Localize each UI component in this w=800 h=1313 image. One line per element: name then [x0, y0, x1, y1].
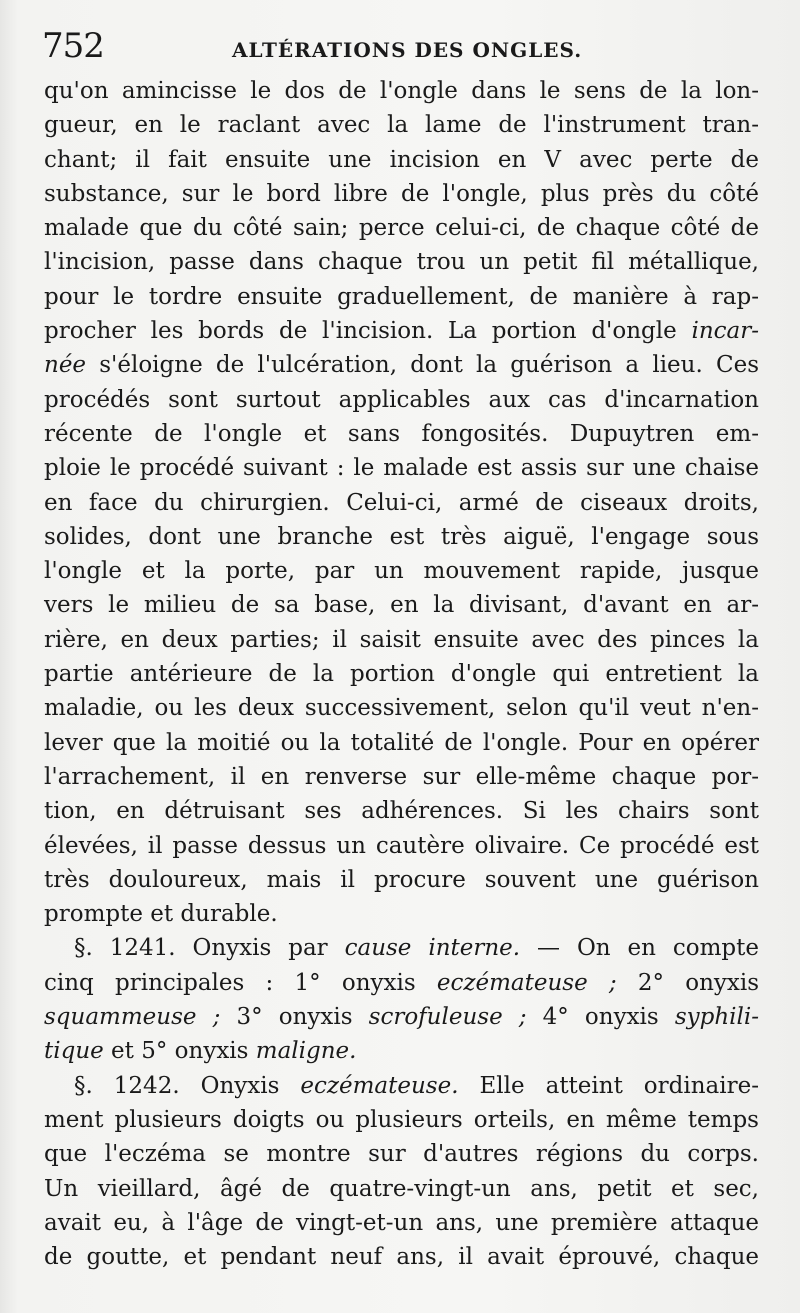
text-segment: partie antérieure de la portion d'ongle qui entretient la: [44, 661, 759, 688]
body-text: [44, 74, 759, 1274]
text-segment: cinq principales : 1° onyxis: [44, 969, 437, 996]
text-line: [44, 1206, 759, 1240]
text-segment: qu'on amincisse le dos de l'ongle dans le sens de la lon-: [44, 78, 759, 104]
text-line: [44, 108, 759, 142]
text-segment: Elle atteint ordinaire-: [458, 1072, 759, 1099]
text-segment: de goutte, et pendant neuf ans, il avait éprouvé, chaque: [44, 1244, 759, 1271]
text-line: [44, 760, 759, 794]
italic-text: eczémateuse.: [300, 1072, 459, 1099]
text-line: [44, 588, 759, 622]
text-segment: vers le milieu de sa base, en la divisant, d'avant en ar-: [44, 592, 759, 619]
text-line: [44, 726, 759, 760]
text-line: [44, 143, 759, 177]
text-line: [44, 520, 759, 554]
text-segment: §. 1241. Onyxis par: [74, 935, 345, 962]
text-line: [44, 931, 759, 965]
text-segment: substance, sur le bord libre de l'ongle, plus près du côté: [44, 180, 759, 207]
text-segment: 4° onyxis: [526, 1004, 675, 1031]
text-line: [44, 280, 759, 314]
text-line: [44, 417, 759, 451]
text-line: [44, 829, 759, 863]
italic-text: eczémateuse ;: [436, 969, 617, 996]
running-head: ALTÉRATIONS DES ONGLES.: [232, 38, 583, 62]
text-segment: très douloureux, mais il procure souvent une guérison: [44, 866, 759, 893]
text-segment: et 5° onyxis: [103, 1038, 256, 1065]
text-segment: solides, dont une branche est très aiguë, l'engage sous: [44, 523, 759, 550]
text-line: [44, 177, 759, 211]
text-line: [44, 657, 759, 691]
text-line: [44, 863, 759, 897]
text-segment: en face du chirurgien. Celui-ci, armé de ciseaux droits,: [44, 489, 759, 516]
page-header: [42, 26, 758, 70]
text-segment: l'incision, passe dans chaque trou un petit fil métallique,: [44, 249, 759, 276]
text-segment: pour le tordre ensuite graduellement, de manière à rap-: [44, 283, 759, 310]
text-segment: l'arrachement, il en renverse sur elle-même chaque por-: [44, 763, 759, 790]
text-segment: Un vieillard, âgé de quatre-vingt-un ans, petit et sec,: [44, 1175, 759, 1202]
text-segment: malade que du côté sain; perce celui-ci, de chaque côté de: [44, 215, 759, 242]
italic-text: scrofuleuse ;: [368, 1004, 527, 1031]
text-line: [44, 486, 759, 520]
text-line: [44, 623, 759, 657]
text-segment: élevées, il passe dessus un cautère olivaire. Ce procédé est: [44, 832, 759, 859]
text-segment: chant; il fait ensuite une incision en V avec perte de: [44, 146, 759, 173]
text-line: [44, 211, 759, 245]
text-segment: avait eu, à l'âge de vingt-et-un ans, une première attaque: [44, 1209, 759, 1236]
text-line: [44, 1172, 759, 1206]
text-segment: procher les bords de l'incision. La portion d'ongle: [44, 318, 692, 345]
text-segment: procédés sont surtout applicables aux cas d'incarnation: [44, 386, 759, 413]
text-line: [44, 314, 759, 348]
italic-text: tique: [44, 1038, 104, 1065]
text-segment: 3° onyxis: [220, 1004, 369, 1031]
text-line: [44, 245, 759, 279]
text-line: [44, 451, 759, 485]
text-line: [44, 74, 759, 108]
text-segment: ploie le procédé suivant : le malade est assis sur une chaise: [44, 455, 759, 482]
text-segment: gueur, en le raclant avec la lame de l'instrument tran-: [44, 112, 759, 139]
text-line: [44, 554, 759, 588]
italic-text: maligne.: [255, 1038, 357, 1065]
text-segment: prompte et durable.: [44, 901, 278, 928]
text-segment: s'éloigne de l'ulcération, dont la guérison a lieu. Ces: [86, 352, 759, 379]
text-line: [44, 1034, 759, 1068]
text-segment: §. 1242. Onyxis: [74, 1072, 301, 1099]
text-line: [44, 348, 759, 382]
text-segment: 2° onyxis: [616, 969, 760, 996]
text-segment: maladie, ou les deux successivement, selon qu'il veut n'en-: [44, 695, 759, 722]
text-segment: lever que la moitié ou la totalité de l'ongle. Pour en opérer: [44, 729, 759, 756]
text-line: [44, 794, 759, 828]
text-segment: l'ongle et la porte, par un mouvement rapide, jusque: [44, 558, 759, 585]
italic-text: syphili-: [674, 1004, 760, 1031]
text-line: [44, 1137, 759, 1171]
text-line: [44, 1103, 759, 1137]
text-line: [44, 383, 759, 417]
text-line: [44, 1240, 759, 1274]
text-line: [44, 1000, 759, 1034]
page-number: 752: [42, 26, 104, 66]
text-segment: — On en compte: [520, 935, 760, 962]
text-line: [44, 691, 759, 725]
text-segment: rière, en deux parties; il saisit ensuite avec des pinces la: [44, 626, 759, 653]
text-segment: ment plusieurs doigts ou plusieurs orteils, en même temps: [44, 1106, 759, 1133]
text-segment: que l'eczéma se montre sur d'autres régions du corps.: [44, 1141, 759, 1168]
text-segment: tion, en détruisant ses adhérences. Si les chairs sont: [44, 798, 759, 825]
text-line: [44, 1069, 759, 1103]
italic-text: incar-: [691, 318, 759, 345]
italic-text: cause interne.: [344, 935, 521, 962]
italic-text: née: [44, 352, 87, 379]
text-line: [44, 966, 759, 1000]
text-line: [44, 897, 759, 931]
italic-text: squammeuse ;: [44, 1004, 221, 1031]
text-segment: récente de l'ongle et sans fongosités. Dupuytren em-: [44, 420, 759, 447]
